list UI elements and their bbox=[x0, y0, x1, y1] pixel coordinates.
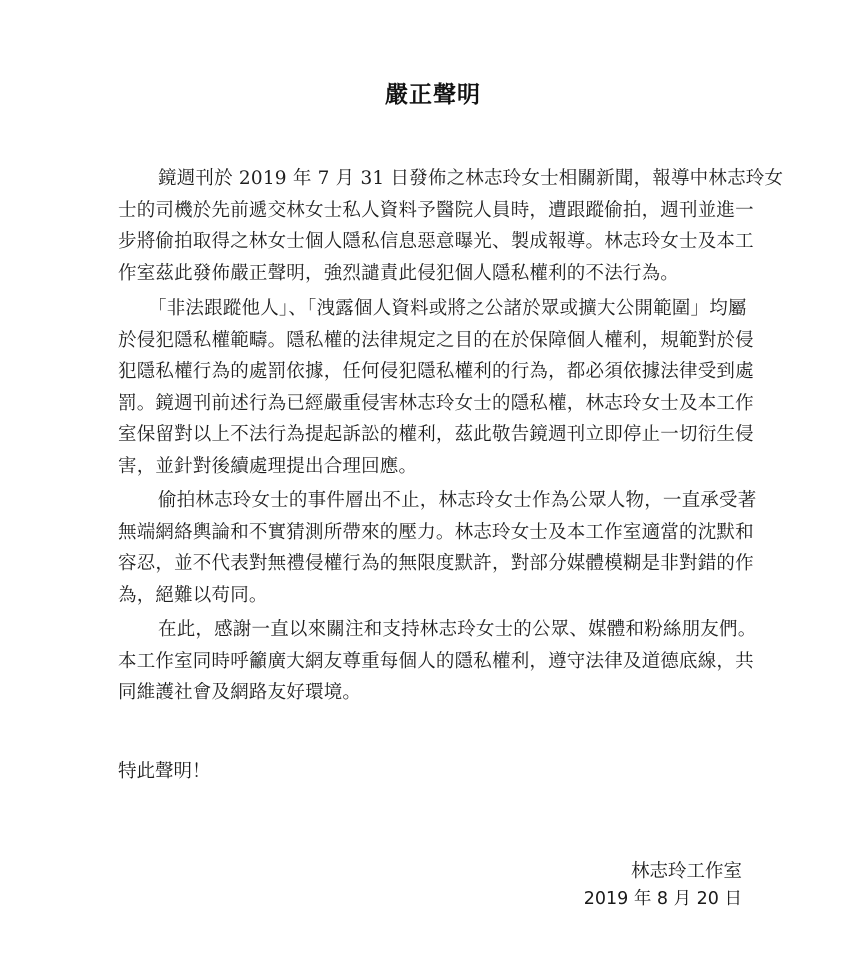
paragraph-line: 無端網絡輿論和不實猜測所帶來的壓力。林志玲女士及本工作室適當的沈默和 bbox=[118, 521, 754, 543]
paragraph-3 bbox=[118, 485, 758, 611]
paragraph-line: 容忍，並不代表對無禮侵權行為的無限度默許，對部分媒體模糊是非對錯的作 bbox=[118, 553, 754, 574]
paragraph-line: 本工作室同時呼籲廣大網友尊重每個人的隱私權利，遵守法律及道德底線，共 bbox=[118, 650, 754, 672]
signature-date: 2019 年 8 月 20 日 bbox=[583, 889, 742, 909]
paragraph-line: 同維護社會及網路友好環境。 bbox=[118, 682, 362, 703]
paragraph-line: 害，並針對後續處理提出合理回應。 bbox=[118, 455, 418, 477]
paragraph-line: 鏡週刊於 2019 年 7 月 31 日發佈之林志玲女士相關新聞，報導中林志玲女 bbox=[158, 168, 784, 189]
paragraph-line: 「非法跟蹤他人」、「洩露個人資料或將之公諸於眾或擴大公開範圍」均屬 bbox=[148, 298, 747, 319]
paragraph-line: 於侵犯隱私權範疇。隱私權的法律規定之目的在於保障個人權利，規範對於侵 bbox=[118, 329, 754, 351]
paragraph-line: 犯隱私權行為的處罰依據，任何侵犯隱私權利的行為，都必須依據法律受到處 bbox=[118, 361, 754, 382]
document-title: 嚴正聲明 bbox=[385, 82, 481, 108]
paragraph-line: 士的司機於先前遞交林女士私人資料予醫院人員時，遭跟蹤偷拍，週刊並進一 bbox=[118, 199, 754, 221]
paragraph-line: 為，絕難以苟同。 bbox=[118, 584, 268, 606]
paragraph-2 bbox=[118, 293, 758, 482]
paragraph-line: 室保留對以上不法行為提起訴訟的權利，茲此敬告鏡週刊立即停止一切衍生侵 bbox=[118, 424, 754, 445]
paragraph-line: 作室茲此發佈嚴正聲明，強烈譴責此侵犯個人隱私權利的不法行為。 bbox=[118, 262, 680, 284]
paragraph-line: 罰。鏡週刊前述行為已經嚴重侵害林志玲女士的隱私權，林志玲女士及本工作 bbox=[118, 392, 754, 414]
paragraph-4 bbox=[118, 614, 758, 709]
signature-name: 林志玲工作室 bbox=[630, 861, 742, 882]
paragraph-line: 偷拍林志玲女士的事件層出不止，林志玲女士作為公眾人物，一直承受著 bbox=[158, 490, 757, 511]
closing-statement: 特此聲明！ bbox=[118, 761, 211, 782]
paragraph-line: 步將偷拍取得之林女士個人隱私信息惡意曝光、製成報導。林志玲女士及本工 bbox=[118, 231, 754, 252]
paragraph-1 bbox=[118, 163, 784, 289]
paragraph-line: 在此，感謝一直以來關注和支持林志玲女士的公眾、媒體和粉絲朋友們。 bbox=[158, 619, 757, 640]
